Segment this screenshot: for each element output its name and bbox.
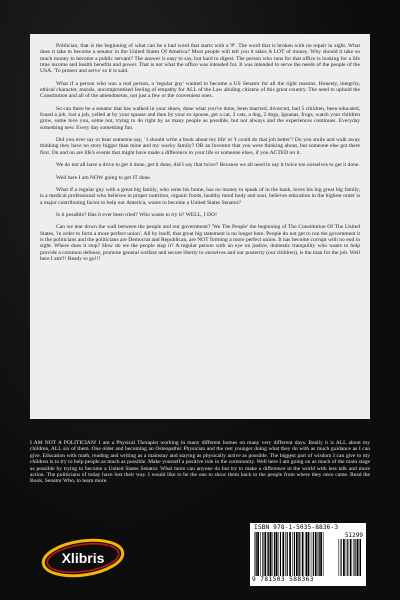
barcode-bar xyxy=(299,532,300,576)
barcode-bar xyxy=(320,532,322,576)
barcode-bar xyxy=(357,539,359,576)
barcode-bar xyxy=(282,532,284,576)
barcode-bar xyxy=(260,532,261,576)
barcode-bar xyxy=(350,539,352,576)
ean-number: 9 781503 588363 xyxy=(252,576,314,583)
barcode-bar xyxy=(359,539,360,576)
barcode-bar xyxy=(318,532,319,576)
blurb-paragraph-5: We do not all have a drive to get it done, get it done, did I say that twice? Because we all need to say it twice too ourselves to get it done. xyxy=(56,162,360,169)
blurb-paragraph-6: Well here I am NOW going to get IT done. xyxy=(56,174,152,181)
barcode-bar xyxy=(274,532,275,576)
blurb-paragraph-1: Politician, that is the beginning of what can be a bad word that starts with a 'P'. The word that is broken with no repair in sight. What does it take to become a senator in the United States Of America? Most people will tell you it takes A LOT of money. Why should it take so much money to become a public servant? The answer is easy to say, but hard to digest. The person who runs for that office is looking for a life time income and health benefits and power. That is not what the office was intended for. It was intended to serve the needs of the people of the USA. 'To protect and serve' so it is said. xyxy=(40,43,360,75)
blurb-paragraph-9: Can we tear down the wall between the people and our government? 'We The People' the beginning of The Constitution Of The United States, 'in order to form a more perfect union'. All by itself, that great big statement is no longer here. People do not get to run the government it is the politicians and the politicians are Democrat and Republican, are NOT forming a more perfect union. It has become corrupt with no end in sight. Where does it stop? How do we the people stop it? A regular person with an eye on justice, domestic tranquility who wants to help provide a common defense, promote general welfare and secure liberty to ourselves and our posterity (our children), is the man for the job. Well here I am!!! Ready to go!!! xyxy=(40,224,360,262)
xlibris-logo xyxy=(40,538,126,578)
author-bio: I AM NOT A POLITICIAN! I am a Physical Therapist working in many different homes on many very different days. Really it is ALL about my children, ALL six of them. One older and becoming an Osteopathic Physician and the rest younger doing what they do with as much guidance as I can give. Education with math, reading and writing as a mainstay and staying as physically active as possible. The biggest part of wisdom I can give to my children is to try to help people as much as possible. Make yourself a positive role in the community. Well here I am going on as much of the main stage as possible by trying to become a United States Senator. What more can anyone do but try to make a difference in the world with less talk and more action. The politicians of today have lost their way. I would like to be the one to show them back to the people from where they once came. Read the Book, Senator Who, to learn more. xyxy=(30,440,370,485)
barcode-bar xyxy=(294,532,295,576)
barcode-bar xyxy=(276,532,278,576)
barcode-bar xyxy=(287,532,288,576)
ean-barcode xyxy=(254,532,332,576)
barcode-bar xyxy=(256,532,257,576)
barcode-box xyxy=(250,523,366,586)
blurb-panel xyxy=(30,34,370,419)
barcode-bar xyxy=(347,539,348,576)
barcode-bar xyxy=(285,532,286,576)
blurb-paragraph-7: What if a regular guy with a great big family, who rents his home, has no money to speak of in the bank, loves his big great big family, is a medical professional who believes in proper nutrition, organic foods, healthy mind body and soul, believes education in the highest order is a major contributing factor to help our America, wants to become a United States Senator? xyxy=(40,186,360,206)
barcode-bar xyxy=(270,532,272,576)
barcode-bar xyxy=(289,532,291,576)
barcode-bar xyxy=(268,532,269,576)
barcode-bar xyxy=(323,532,324,576)
price-barcode xyxy=(338,539,363,576)
price-code: 51299 xyxy=(344,532,363,539)
barcode-bar xyxy=(339,539,340,576)
barcode-bar xyxy=(360,539,361,576)
barcode-bar xyxy=(298,532,299,576)
barcode-bar xyxy=(315,532,317,576)
barcode-bar xyxy=(313,532,314,576)
blurb-paragraph-4: Did you ever say or hear someone say, ' I should write a book about my life' or 'I could do that job better'? Do you smile and walk away thinking they have no story bigger than mine and my wacky family? OR an Inventor that you were thinking about, but someone else got there first. On and on are life's events that might have made a difference in your life or someone elses, if you ACTED on it. xyxy=(40,137,360,156)
barcode-bar xyxy=(302,532,304,576)
barcode-bar xyxy=(296,532,298,576)
barcode-bar xyxy=(341,539,342,576)
barcode-bar xyxy=(257,532,259,576)
barcode-bar xyxy=(311,532,312,576)
barcode-bar xyxy=(346,539,347,576)
barcode-bar xyxy=(264,532,266,576)
barcode-bar xyxy=(305,532,306,576)
blurb-paragraph-8: Is it possible? Has it ever been tried? Who wants to try it? WELL, I DO! xyxy=(56,211,217,218)
barcode-bar xyxy=(278,532,279,576)
publisher-name: Xlibris xyxy=(61,550,105,566)
barcode-bar xyxy=(354,539,355,576)
barcode-bar xyxy=(255,532,256,576)
barcode-bar xyxy=(267,532,268,576)
barcode-bar xyxy=(343,539,345,576)
barcode-bar xyxy=(262,532,263,576)
barcode-bar xyxy=(308,532,310,576)
barcode-bar xyxy=(353,539,354,576)
barcode-bar xyxy=(280,532,281,576)
barcode-bar xyxy=(319,532,320,576)
barcode-bar xyxy=(273,532,274,576)
blurb-paragraph-2: What if a person who was a real person, a 'regular guy' wanted to become a US Senator for all the right reasons. Honesty, integrity, ethical character, morals, uncompromised feeling of empathy for ALL of the Law abiding citizens of this great country. The need to uphold the Constitution and all of the amendments, not just a few or the convenient ones. xyxy=(40,80,360,100)
barcode-bar xyxy=(306,532,307,576)
barcode-bar xyxy=(292,532,293,576)
isbn-label: ISBN 978-1-5035-8836-3 xyxy=(254,524,339,531)
blurb-paragraph-3: So can there be a senator that has walked in your shoes, done what you've done, been married, divorced, had 5 children, been educated, found a job, lost a job, yelled at by your spouse and then by your ex spouse, get a cat, 2 cats, a dog, 2 dogs, Iguanas, frogs, watch your children grow, some love you, some not, trying to do right by as many people as possible, but not always and the experiences continues. Everyday something new. Every day something fun. xyxy=(40,105,360,131)
